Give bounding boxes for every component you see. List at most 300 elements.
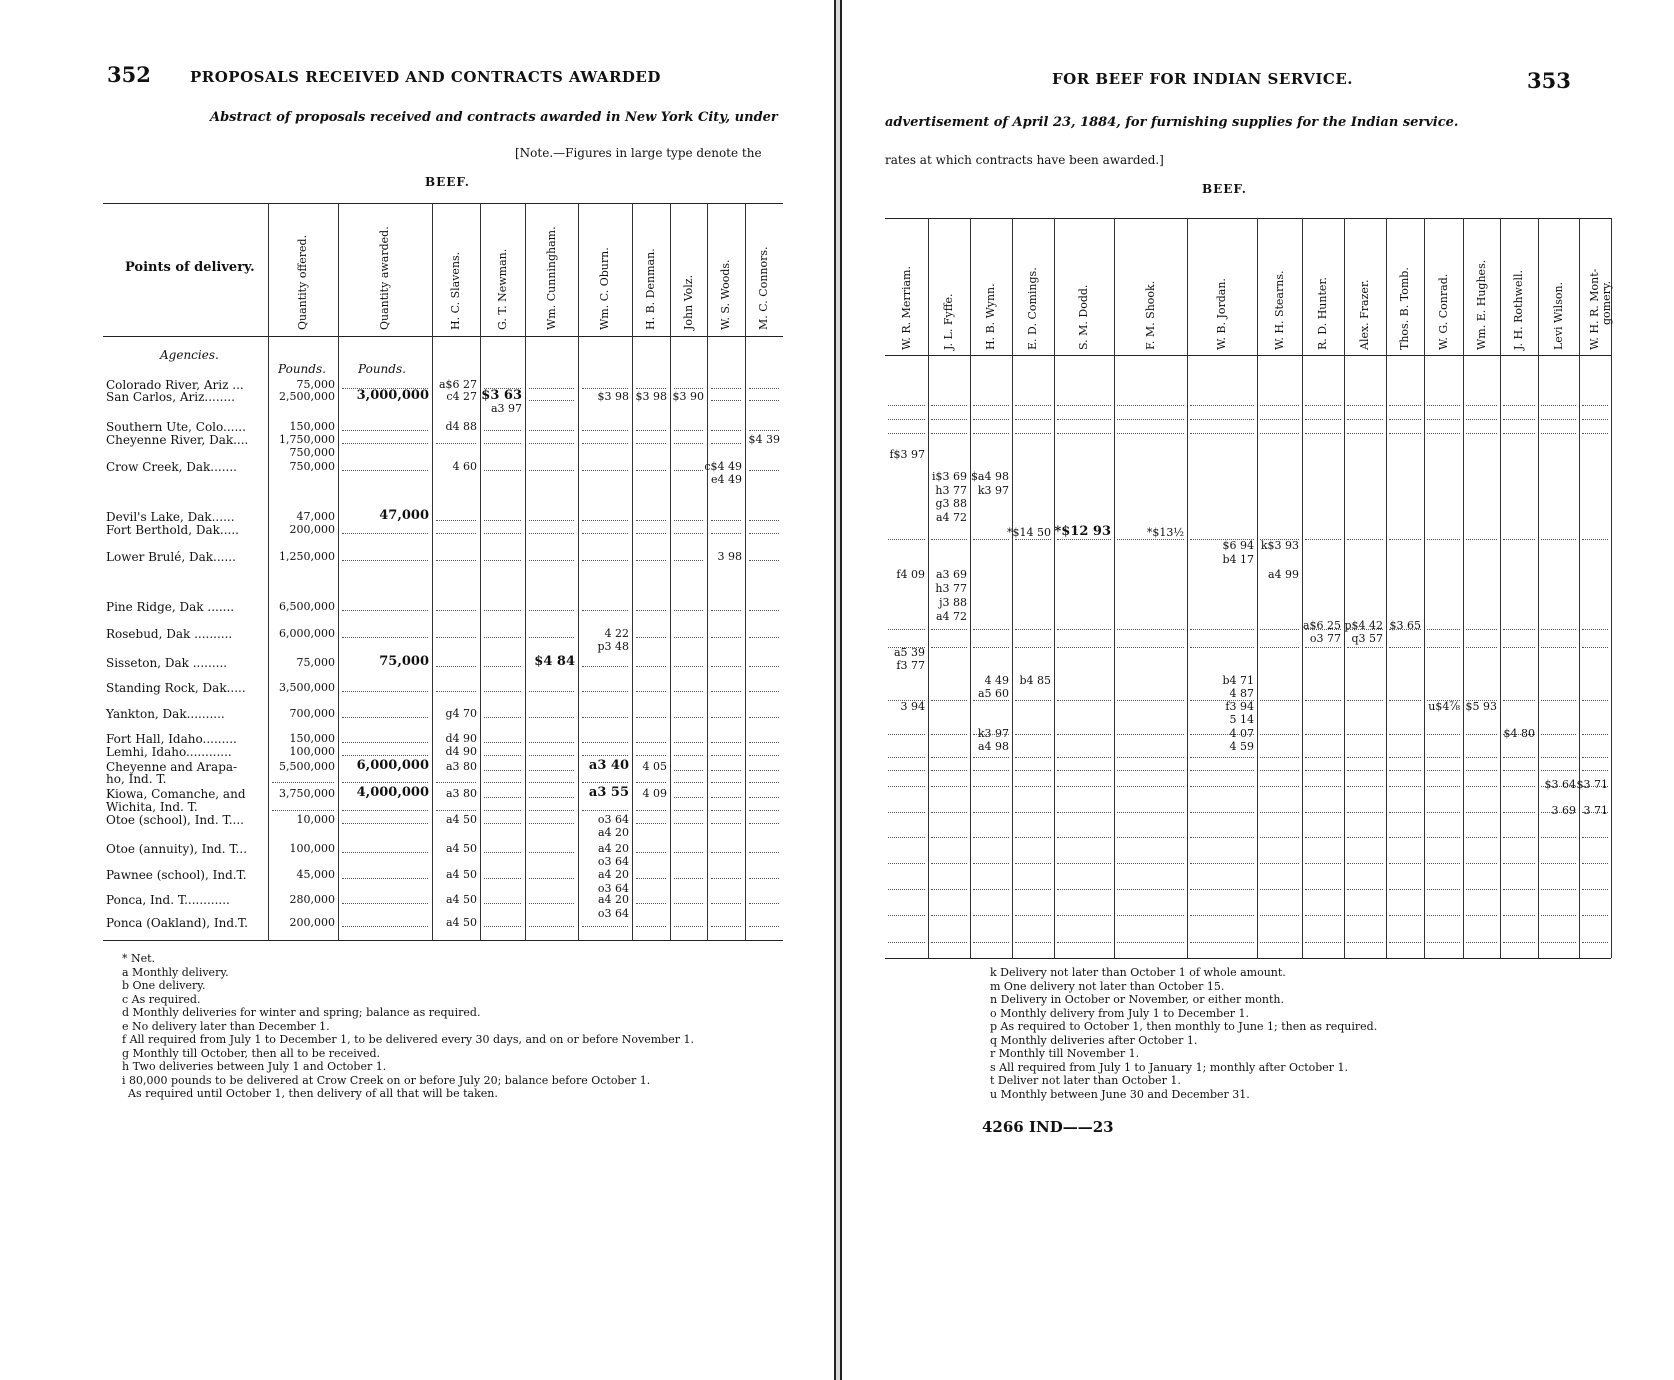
leader-dots [1503, 405, 1535, 406]
leader-dots [1389, 539, 1421, 540]
leader-dots [1305, 915, 1341, 916]
leader-dots [342, 717, 428, 718]
leader-dots [931, 812, 967, 813]
leader-dots [931, 734, 967, 735]
leader-dots [1190, 786, 1254, 787]
column-header: W. B. Jordan. [1215, 278, 1228, 350]
leader-dots [342, 755, 428, 756]
table-cell: a4 20 [597, 826, 629, 839]
column-divider [578, 203, 579, 940]
leader-dots [529, 755, 574, 756]
table-cell: 4 60 [452, 460, 477, 473]
leader-dots [1541, 889, 1576, 890]
table-cell: k3 97 [977, 727, 1009, 740]
leader-dots [1260, 915, 1299, 916]
leader-dots [1117, 863, 1184, 864]
table-cell: d4 88 [445, 420, 477, 433]
leader-dots [529, 852, 574, 853]
leader-dots [1057, 539, 1111, 540]
leader-dots [1015, 757, 1051, 758]
table-cell: a3 80 [445, 787, 477, 800]
leader-dots [749, 770, 779, 771]
leader-dots [931, 889, 967, 890]
leader-dots [1541, 942, 1576, 943]
table-cell: a4 50 [445, 868, 477, 881]
table-cell: 2,500,000 [279, 390, 335, 403]
table-cell: $3 71 [1576, 778, 1608, 791]
column-header: W. H. Stearns. [1272, 270, 1286, 350]
leader-dots [342, 926, 428, 927]
table-cell: 3 98 [717, 550, 742, 563]
leader-dots [1305, 734, 1341, 735]
column-header: J. H. Rothwell. [1512, 269, 1525, 350]
leader-dots [436, 691, 476, 692]
table-cell: q3 57 [1351, 632, 1383, 645]
column-header: W. H. R. Mont- [1588, 268, 1601, 350]
leader-dots [1305, 770, 1341, 771]
table-cell: $3 98 [635, 390, 667, 403]
leader-dots [484, 637, 521, 638]
table-cell: a5 39 [893, 646, 925, 659]
leader-dots [1347, 757, 1383, 758]
column-divider [338, 203, 339, 940]
leader-dots [1117, 915, 1184, 916]
column-divider [928, 218, 929, 958]
right-page [840, 0, 1674, 1380]
table-cell: a4 20 [597, 842, 629, 855]
leader-dots [931, 863, 967, 864]
leader-dots [1389, 837, 1421, 838]
leader-dots [529, 443, 574, 444]
leader-dots [529, 560, 574, 561]
leader-dots [484, 430, 521, 431]
leader-dots [674, 823, 703, 824]
leader-dots [1015, 433, 1051, 434]
table-cell: 6,000,000 [356, 758, 429, 773]
leader-dots [1582, 539, 1608, 540]
table-cell: a4 72 [935, 610, 967, 623]
leader-dots [636, 810, 666, 811]
header-bottom-rule [103, 336, 783, 337]
leader-dots [711, 903, 741, 904]
leader-dots [1427, 629, 1460, 630]
leader-dots [931, 770, 967, 771]
column-header: Quantity offered. [296, 234, 309, 330]
leader-dots [1541, 700, 1576, 701]
leader-dots [1117, 629, 1184, 630]
leader-dots [1427, 757, 1460, 758]
leader-dots [636, 823, 666, 824]
leader-dots [1260, 837, 1299, 838]
column-header: gomery. [1600, 280, 1613, 325]
footnote: a Monthly delivery. [122, 965, 229, 979]
leader-dots [888, 915, 925, 916]
leader-dots [1541, 405, 1576, 406]
leader-dots [888, 629, 925, 630]
leader-dots [1260, 889, 1299, 890]
leader-dots [711, 520, 741, 521]
leader-dots [1347, 734, 1383, 735]
leader-dots [342, 782, 428, 783]
leader-dots [1427, 419, 1460, 420]
table-cell: b4 71 [1222, 674, 1254, 687]
leader-dots [1305, 812, 1341, 813]
leader-dots [1305, 700, 1341, 701]
leader-dots [1260, 647, 1299, 648]
leader-dots [529, 926, 574, 927]
column-header: H. C. Slavens. [449, 251, 462, 330]
leader-dots [1015, 915, 1051, 916]
leader-dots [973, 419, 1009, 420]
leader-dots [436, 533, 476, 534]
leader-dots [484, 755, 521, 756]
leader-dots [749, 388, 779, 389]
left-page [0, 0, 836, 1380]
agencies-label: Agencies. [160, 348, 219, 362]
header-bottom-rule [885, 355, 1611, 356]
leader-dots [888, 539, 925, 540]
signature-mark: 4266 IND——23 [982, 1118, 1114, 1136]
table-cell: 280,000 [289, 893, 335, 906]
table-cell: f3 94 [1225, 700, 1254, 713]
table-cell: 75,000 [296, 378, 335, 391]
leader-dots [636, 742, 666, 743]
leader-dots [1190, 770, 1254, 771]
column-divider [1187, 218, 1188, 958]
leader-dots [636, 560, 666, 561]
leader-dots [582, 560, 628, 561]
leader-dots [973, 942, 1009, 943]
footnote: i 80,000 pounds to be delivered at Crow Creek on or before July 20; balance before October 1. [122, 1073, 651, 1087]
column-divider [1012, 218, 1013, 958]
leader-dots [582, 610, 628, 611]
delivery-point: Lemhi, Idaho............ [106, 745, 232, 759]
leader-dots [529, 691, 574, 692]
table-cell: $4 84 [534, 654, 575, 669]
table-cell: o3 64 [597, 907, 629, 920]
leader-dots [1117, 786, 1184, 787]
leader-dots [749, 797, 779, 798]
leader-dots [342, 560, 428, 561]
leader-dots [1347, 915, 1383, 916]
column-header: M. C. Connors. [757, 246, 770, 330]
leader-dots [711, 926, 741, 927]
leader-dots [1117, 812, 1184, 813]
leader-dots [1117, 539, 1184, 540]
table-cell: 200,000 [289, 523, 335, 536]
footnote: g Monthly till October, then all to be received. [122, 1046, 381, 1060]
leader-dots [1117, 889, 1184, 890]
leader-dots [1389, 812, 1421, 813]
leader-dots [636, 926, 666, 927]
leader-dots [1260, 734, 1299, 735]
leader-dots [636, 717, 666, 718]
section-title: BEEF. [425, 175, 470, 189]
leader-dots [1582, 889, 1608, 890]
leader-dots [1427, 889, 1460, 890]
leader-dots [931, 539, 967, 540]
leader-dots [1541, 757, 1576, 758]
leader-dots [484, 852, 521, 853]
leader-dots [1503, 770, 1535, 771]
column-divider [1386, 218, 1387, 958]
column-divider [1344, 218, 1345, 958]
leader-dots [749, 400, 779, 401]
leader-dots [888, 770, 925, 771]
leader-dots [342, 691, 428, 692]
leader-dots [1427, 647, 1460, 648]
leader-dots [1015, 837, 1051, 838]
leader-dots [749, 852, 779, 853]
leader-dots [1541, 863, 1576, 864]
leader-dots [484, 782, 521, 783]
page-number: 352 [107, 62, 151, 87]
leader-dots [1057, 942, 1111, 943]
leader-dots [582, 782, 628, 783]
table-cell: 4 22 [604, 627, 629, 640]
delivery-point: Otoe (annuity), Ind. T... [106, 842, 248, 856]
delivery-point: Kiowa, Comanche, and [106, 787, 246, 801]
delivery-point: Yankton, Dak.......... [106, 707, 225, 721]
table-cell: a3 80 [445, 760, 477, 773]
column-divider [1302, 218, 1303, 958]
column-divider [1611, 218, 1612, 958]
leader-dots [749, 717, 779, 718]
leader-dots [1015, 812, 1051, 813]
leader-dots [1260, 629, 1299, 630]
leader-dots [1260, 419, 1299, 420]
leader-dots [749, 878, 779, 879]
table-cell: k3 97 [977, 484, 1009, 497]
leader-dots [1503, 647, 1535, 648]
delivery-point: Southern Ute, Colo...... [106, 420, 246, 434]
table-cell: $4 39 [748, 433, 780, 446]
column-divider [432, 203, 433, 940]
leader-dots [674, 470, 703, 471]
footnote: d Monthly deliveries for winter and spring; balance as required. [122, 1006, 481, 1019]
leader-dots [342, 903, 428, 904]
leader-dots [1190, 433, 1254, 434]
footnote: t Deliver not later than October 1. [990, 1074, 1181, 1087]
table-cell: o3 64 [597, 813, 629, 826]
table-cell: 10,000 [296, 813, 335, 826]
table-cell: 100,000 [289, 745, 335, 758]
delivery-point: Fort Berthold, Dak..... [106, 523, 239, 537]
leader-dots [674, 533, 703, 534]
leader-dots [749, 637, 779, 638]
leader-dots [973, 757, 1009, 758]
footnote: As required until October 1, then delivery of all that will be taken. [128, 1087, 498, 1100]
leader-dots [636, 610, 666, 611]
leader-dots [674, 926, 703, 927]
table-cell: *$13½ [1146, 526, 1184, 539]
table-cell: $3 63 [481, 388, 522, 403]
leader-dots [1305, 757, 1341, 758]
leader-dots [636, 903, 666, 904]
leader-dots [749, 810, 779, 811]
leader-dots [1305, 647, 1341, 648]
leader-dots [1389, 770, 1421, 771]
table-cell: 4 87 [1229, 687, 1254, 700]
leader-dots [484, 610, 521, 611]
leader-dots [1466, 812, 1497, 813]
leader-dots [674, 666, 703, 667]
leader-dots [1389, 700, 1421, 701]
leader-dots [1305, 539, 1341, 540]
leader-dots [888, 863, 925, 864]
leader-dots [1190, 419, 1254, 420]
leader-dots [1582, 942, 1608, 943]
leader-dots [1117, 837, 1184, 838]
column-divider [1500, 218, 1501, 958]
table-cell: 4 05 [642, 760, 667, 773]
leader-dots [582, 717, 628, 718]
leader-dots [636, 533, 666, 534]
leader-dots [888, 942, 925, 943]
table-cell: a4 98 [977, 740, 1009, 753]
leader-dots [1117, 700, 1184, 701]
column-divider [1579, 218, 1580, 958]
leader-dots [674, 691, 703, 692]
leader-dots [1057, 770, 1111, 771]
units-awarded: Pounds. [358, 362, 406, 376]
leader-dots [1503, 942, 1535, 943]
leader-dots [342, 430, 428, 431]
leader-dots [674, 610, 703, 611]
column-header: G. T. Newman. [495, 248, 509, 330]
leader-dots [636, 691, 666, 692]
leader-dots [1582, 433, 1608, 434]
footnote: s All required from July 1 to January 1; monthly after October 1. [990, 1060, 1349, 1074]
leader-dots [484, 797, 521, 798]
table-cell: 1,750,000 [279, 433, 335, 446]
leader-dots [436, 782, 476, 783]
leader-dots [1503, 757, 1535, 758]
table-cell: 75,000 [379, 654, 429, 669]
leader-dots [1466, 837, 1497, 838]
leader-dots [529, 782, 574, 783]
leader-dots [749, 430, 779, 431]
leader-dots [931, 942, 967, 943]
leader-dots [1260, 405, 1299, 406]
footnote: m One delivery not later than October 15. [990, 979, 1225, 993]
leader-dots [636, 852, 666, 853]
table-cell: f4 09 [896, 568, 925, 581]
leader-dots [674, 742, 703, 743]
leader-dots [711, 782, 741, 783]
leader-dots [1057, 915, 1111, 916]
leader-dots [973, 770, 1009, 771]
table-cell: $3 65 [1389, 619, 1421, 632]
leader-dots [1389, 433, 1421, 434]
leader-dots [1057, 837, 1111, 838]
table-cell: f3 77 [896, 659, 925, 672]
delivery-point: Wichita, Ind. T. [106, 800, 198, 814]
leader-dots [674, 770, 703, 771]
leader-dots [1305, 405, 1341, 406]
table-cell: 5,500,000 [279, 760, 335, 773]
leader-dots [436, 520, 476, 521]
leader-dots [973, 700, 1009, 701]
leader-dots [1466, 647, 1497, 648]
table-cell: *$12 93 [1054, 524, 1111, 539]
leader-dots [582, 691, 628, 692]
leader-dots [711, 443, 741, 444]
footnote: * Net. [122, 952, 156, 965]
leader-dots [1117, 647, 1184, 648]
leader-dots [749, 903, 779, 904]
leader-dots [1389, 647, 1421, 648]
leader-dots [1117, 757, 1184, 758]
leader-dots [749, 782, 779, 783]
leader-dots [1389, 863, 1421, 864]
leader-dots [529, 637, 574, 638]
leader-dots [1260, 786, 1299, 787]
leader-dots [973, 647, 1009, 648]
leader-dots [484, 443, 521, 444]
leader-dots [582, 470, 628, 471]
leader-dots [1347, 812, 1383, 813]
leader-dots [582, 533, 628, 534]
footnote: n Delivery in October or November, or either month. [990, 993, 1284, 1006]
note: [Note.—Figures in large type denote the [515, 146, 762, 160]
leader-dots [674, 520, 703, 521]
delivery-point: Rosebud, Dak .......... [106, 627, 233, 641]
note: rates at which contracts have been awarded.] [885, 153, 1164, 167]
leader-dots [1015, 539, 1051, 540]
leader-dots [1582, 863, 1608, 864]
column-header: Wm. C. Oburn. [598, 247, 611, 330]
leader-dots [582, 443, 628, 444]
table-cell: u$4⅞ [1428, 700, 1460, 713]
leader-dots [674, 797, 703, 798]
leader-dots [1190, 757, 1254, 758]
leader-dots [342, 637, 428, 638]
table-cell: 700,000 [289, 707, 335, 720]
delivery-point: Devil's Lake, Dak...... [106, 510, 235, 524]
leader-dots [1305, 786, 1341, 787]
column-header: S. M. Dodd. [1077, 284, 1090, 350]
leader-dots [1466, 405, 1497, 406]
leader-dots [1503, 863, 1535, 864]
leader-dots [1190, 942, 1254, 943]
table-cell: a4 50 [445, 842, 477, 855]
leader-dots [1466, 419, 1497, 420]
table-cell: 47,000 [379, 508, 429, 523]
column-divider [1463, 218, 1464, 958]
leader-dots [931, 700, 967, 701]
table-cell: 150,000 [289, 420, 335, 433]
leader-dots [529, 878, 574, 879]
leader-dots [711, 430, 741, 431]
table-cell: a4 20 [597, 893, 629, 906]
table-cell: $3 64 [1544, 778, 1576, 791]
leader-dots [636, 430, 666, 431]
leader-dots [1389, 786, 1421, 787]
leader-dots [1015, 734, 1051, 735]
leader-dots [529, 903, 574, 904]
column-header: H. B. Wynn. [984, 283, 997, 350]
leader-dots [674, 717, 703, 718]
column-header: Levi Wilson. [1551, 281, 1565, 350]
table-cell: c$4 49 [704, 460, 742, 473]
table-cell: i$3 69 [931, 470, 967, 483]
leader-dots [484, 717, 521, 718]
column-divider [1424, 218, 1425, 958]
column-header: John Volz. [681, 274, 695, 330]
leader-dots [711, 717, 741, 718]
leader-dots [1190, 889, 1254, 890]
